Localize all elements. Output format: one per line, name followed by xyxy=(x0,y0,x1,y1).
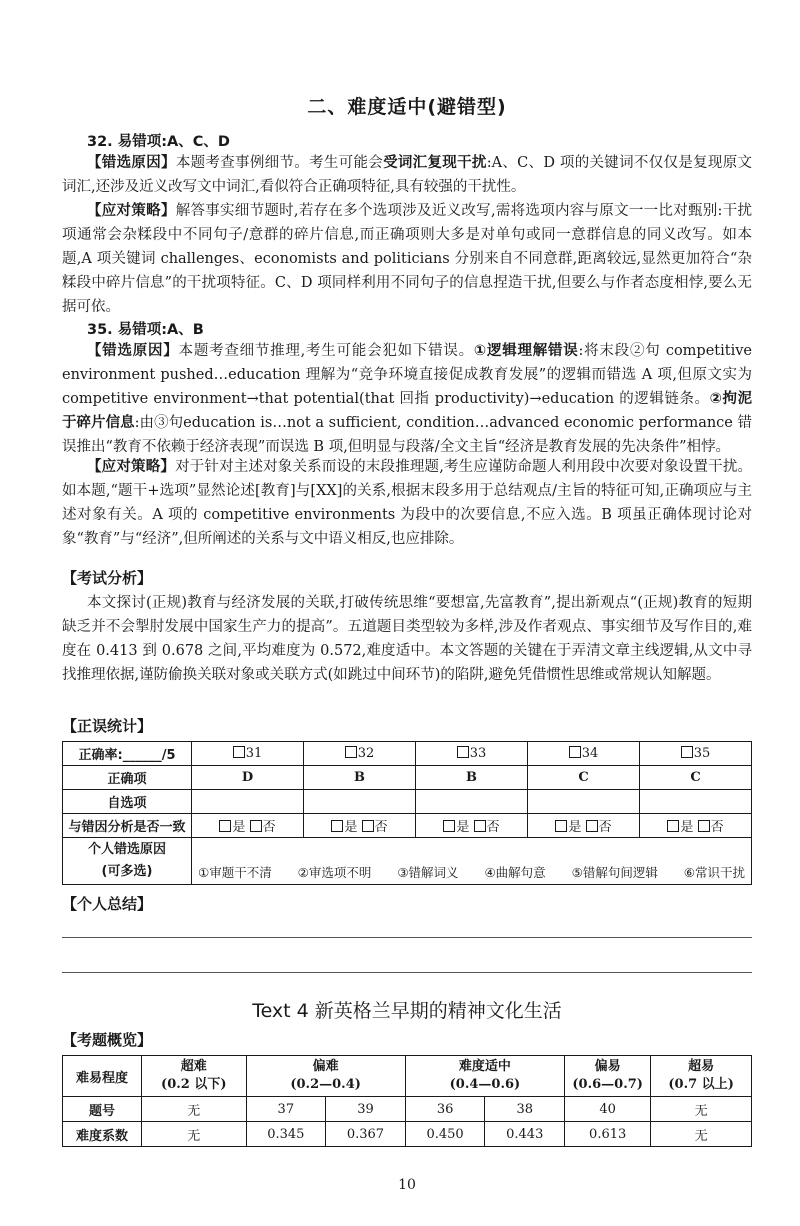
q-cell: 34 xyxy=(528,742,640,766)
match-cell: 是 否 xyxy=(304,814,416,838)
table-row xyxy=(63,838,752,885)
match-cell: 是 否 xyxy=(528,814,640,838)
correct-answer: C xyxy=(528,766,640,790)
q35-reason-b: :将末段②句 competitive environment pushed…education 理解为“竞争环境直接促成教育发展”的逻辑而错选 A 项,但原文实为 competitive environment→that potential(that 回指 productivity)→education 的逻辑链条。 xyxy=(62,343,753,407)
summary-line[interactable] xyxy=(62,937,752,938)
checkbox-no[interactable] xyxy=(250,820,262,832)
checkbox-no[interactable] xyxy=(362,820,374,832)
q32-reason-b: :A、C、D 项的关键词不仅仅是复现原文词汇,还涉及近义改写文中词汇,看似符合正确项特征,具有较强的干扰性。 xyxy=(62,155,753,195)
correct-answer: D xyxy=(192,766,304,790)
analysis-text: 本文探讨(正规)教育与经济发展的关联,打破传统思维“要想富,先富教育”,提出新观点“(正规)教育的短期缺乏并不会掣肘发展中国家生产力的提高”。五道题目类型较为多样,涉及作者观点、事实细节及写作目的,难度在 0.413 到 0.678 之间,平均难度为 0.572,难度适中。本文答题的关键在于弄清文章主线逻辑,从文中寻找推理依据,谨防偷换关联对象或关联方式(如跳过中间环节)的陷阱,避免凭借惯性思维或常规认知解题。 xyxy=(62,595,752,683)
q35-strategy-tag: 【应对策略】 xyxy=(87,459,176,475)
page-number: 10 xyxy=(398,1177,416,1193)
qno-cell: 40 xyxy=(565,1097,651,1122)
level-cell: 难度适中 (0.4—0.6) xyxy=(405,1056,564,1097)
checkbox[interactable] xyxy=(345,746,357,758)
checkbox-yes[interactable] xyxy=(331,820,343,832)
correct-answer: C xyxy=(640,766,752,790)
score-label: 正确率:______/5 xyxy=(63,742,192,766)
reason-label-2: (可多选) xyxy=(101,864,153,879)
own-answer-field[interactable] xyxy=(528,790,640,814)
qno-cell: 无 xyxy=(651,1097,752,1122)
level-cell: 超难 (0.2 以下) xyxy=(142,1056,246,1097)
reason-option[interactable]: ⑤错解句间逻辑 xyxy=(571,865,658,880)
q-cell: 35 xyxy=(640,742,752,766)
qno-label: 题号 xyxy=(63,1097,142,1122)
q32-strategy xyxy=(62,199,752,319)
match-cell: 是 否 xyxy=(640,814,752,838)
table-row xyxy=(63,1097,752,1122)
coef-cell: 0.367 xyxy=(326,1122,406,1147)
table-row xyxy=(63,790,752,814)
coef-cell: 0.443 xyxy=(485,1122,565,1147)
correct-label: 正确项 xyxy=(63,766,192,790)
q-cell: 31 xyxy=(192,742,304,766)
table-row xyxy=(63,814,752,838)
coef-cell: 无 xyxy=(651,1122,752,1147)
checkbox-yes[interactable] xyxy=(219,820,231,832)
q35-reason xyxy=(62,339,752,459)
coef-cell: 无 xyxy=(142,1122,246,1147)
match-label: 与错因分析是否一致 xyxy=(63,814,192,838)
reason-option[interactable]: ③错解词义 xyxy=(397,865,459,880)
reasons-cell xyxy=(192,838,752,885)
q35-strategy xyxy=(62,455,752,551)
stats-head: 【正误统计】 xyxy=(62,717,153,735)
checkbox[interactable] xyxy=(457,746,469,758)
section-title: 二、难度适中(避错型) xyxy=(307,96,507,118)
q35-err2: ②拘泥于碎片信息 xyxy=(62,391,753,431)
table-row xyxy=(63,742,752,766)
q35-head: 35. 易错项:A、B xyxy=(87,322,204,338)
q-cell: 33 xyxy=(416,742,528,766)
match-cell: 是 否 xyxy=(416,814,528,838)
q32-reason xyxy=(62,151,752,199)
correct-answer: B xyxy=(416,766,528,790)
coef-cell: 0.613 xyxy=(565,1122,651,1147)
overview-head: 【考题概览】 xyxy=(62,1031,153,1049)
qno-cell: 37 xyxy=(246,1097,326,1122)
checkbox-no[interactable] xyxy=(698,820,710,832)
checkbox[interactable] xyxy=(681,746,693,758)
q35-reason-a: 本题考查细节推理,考生可能会犯如下错误。 xyxy=(178,343,474,359)
match-cell: 是 否 xyxy=(192,814,304,838)
coef-cell: 0.345 xyxy=(246,1122,326,1147)
checkbox-yes[interactable] xyxy=(443,820,455,832)
overview-table xyxy=(62,1055,752,1147)
table-row xyxy=(63,766,752,790)
coef-label: 难度系数 xyxy=(63,1122,142,1147)
checkbox-yes[interactable] xyxy=(667,820,679,832)
q35-strategy-text: 对于针对主述对象关系而设的末段推理题,考生应谨防命题人利用段中次要对象设置干扰。如本题,“题干+选项”显然论述[教育]与[XX]的关系,根据末段多用于总结观点/主旨的特征可知,正确项应与主述对象有关。A 项的 competitive environments 为段中的次要信息,不应入选。B 项虽正确体现讨论对象“教育”与“经济”,但所阐述的关系与文中语义相反,也应排除。 xyxy=(62,459,753,547)
qno-cell: 38 xyxy=(485,1097,565,1122)
own-answer-field[interactable] xyxy=(640,790,752,814)
reason-option[interactable]: ①审题干不清 xyxy=(198,865,272,880)
checkbox-no[interactable] xyxy=(586,820,598,832)
reason-label-1: 个人错选原因 xyxy=(87,842,166,857)
checkbox-yes[interactable] xyxy=(555,820,567,832)
q32-reason-tag: 【错选原因】 xyxy=(87,155,176,171)
own-answer-field[interactable] xyxy=(192,790,304,814)
level-cell: 超易 (0.7 以上) xyxy=(651,1056,752,1097)
analysis-head: 【考试分析】 xyxy=(62,569,153,587)
own-label: 自选项 xyxy=(63,790,192,814)
level-label: 难易程度 xyxy=(63,1056,142,1097)
q35-err1: ①逻辑理解错误 xyxy=(473,343,579,359)
reason-option[interactable]: ⑥常识干扰 xyxy=(683,865,745,880)
table-row xyxy=(63,1122,752,1147)
coef-cell: 0.450 xyxy=(405,1122,485,1147)
text4-title: Text 4 新英格兰早期的精神文化生活 xyxy=(252,1000,562,1022)
own-answer-field[interactable] xyxy=(416,790,528,814)
q35-reason-c: :由③句education is…not a sufficient, condition…advanced economic performance 错误推出“教育不依赖于经济表现”而误选 B 项,但明显与段落/全文主旨“经济是教育发展的先决条件”相悖。 xyxy=(62,415,753,455)
q32-head: 32. 易错项:A、C、D xyxy=(87,134,230,150)
checkbox[interactable] xyxy=(233,746,245,758)
checkbox-no[interactable] xyxy=(474,820,486,832)
level-cell: 偏难 (0.2—0.4) xyxy=(246,1056,405,1097)
reason-option[interactable]: ④曲解句意 xyxy=(484,865,546,880)
stats-table xyxy=(62,741,752,885)
q32-strategy-tag: 【应对策略】 xyxy=(87,203,176,219)
reason-label xyxy=(63,838,192,885)
q32-strategy-text: 解答事实细节题时,若存在多个选项涉及近义改写,需将选项内容与原文一一比对甄别:干扰项通常会杂糅段中不同句子/意群的碎片信息,而正确项则大多是对单句或同一意群信息的同义改写。如本题,A 项关键词 challenges、economists and politicians 分别来自不同意群,距离较远,显然更加符合“杂糅段中碎片信息”的干扰项特征。C、D 项同样利用不同句子的信息捏造干扰,但要么与作者态度相悖,要么无据可依。 xyxy=(62,203,752,315)
correct-answer: B xyxy=(304,766,416,790)
reason-option[interactable]: ②审选项不明 xyxy=(297,865,372,880)
table-row xyxy=(63,1056,752,1097)
q35-reason-tag: 【错选原因】 xyxy=(87,343,179,359)
q-cell: 32 xyxy=(304,742,416,766)
q32-reason-a: 本题考查事例细节。考生可能会 xyxy=(175,155,384,171)
qno-cell: 39 xyxy=(326,1097,406,1122)
summary-line[interactable] xyxy=(62,972,752,973)
checkbox[interactable] xyxy=(569,746,581,758)
level-cell: 偏易 (0.6—0.7) xyxy=(565,1056,651,1097)
q32-reason-bold: 受词汇复现干扰 xyxy=(383,155,487,171)
qno-cell: 无 xyxy=(142,1097,246,1122)
qno-cell: 36 xyxy=(405,1097,485,1122)
own-answer-field[interactable] xyxy=(304,790,416,814)
summary-head: 【个人总结】 xyxy=(62,895,153,913)
